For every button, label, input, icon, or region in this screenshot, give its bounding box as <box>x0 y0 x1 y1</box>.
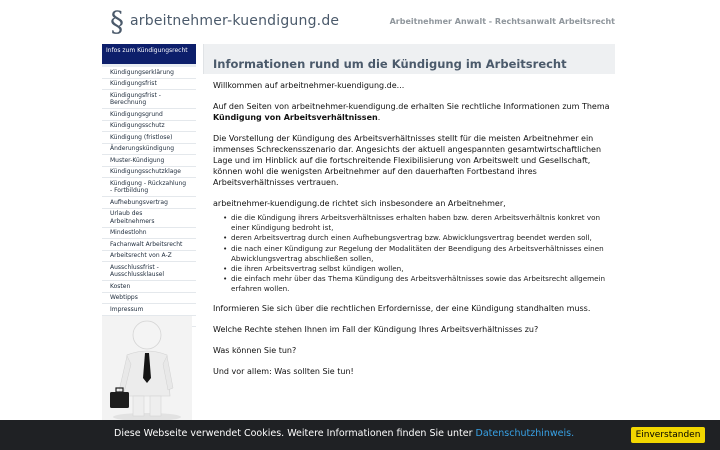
paragraph-3: Informieren Sie sich über die rechtlichen Erfordernisse, der eine Kündigung standhalten muss. <box>213 303 591 313</box>
sidebar-item-arbeitsrecht-a-z[interactable]: Arbeitsrecht von A-Z <box>102 251 196 263</box>
sidebar-item-urlaub[interactable]: Urlaub des Arbeitnehmers <box>102 209 196 228</box>
sidebar-item-fachanwalt[interactable]: Fachanwalt Arbeitsrecht <box>102 239 196 251</box>
sidebar-nav <box>102 44 196 327</box>
sidebar-list <box>102 67 196 327</box>
question-3: Und vor allem: Was sollten Sie tun! <box>213 366 354 376</box>
privacy-link[interactable]: Datenschutzhinweis. <box>475 428 575 439</box>
list-item: • die einfach mehr über das Thema Kündigung des Arbeitsverhältnisses sowie das Arbeitsrecht allgemein erfahren wollen. <box>223 274 613 294</box>
accept-cookies-button[interactable]: Einverstanden <box>631 427 705 443</box>
cookie-text: Diese Webseite verwendet Cookies. Weitere Informationen finden Sie unter <box>114 428 473 439</box>
article-body <box>213 80 613 387</box>
list-item: • die ihren Arbeitsvertrag selbst kündigen wollen, <box>223 264 613 274</box>
question-2: Was können Sie tun? <box>213 345 297 355</box>
cookie-banner <box>0 420 720 450</box>
page-title: Informationen rund um die Kündigung im Arbeitsrecht <box>213 57 567 71</box>
sidebar-item-rueckzahlung-fortbildung[interactable]: Kündigung - Rückzahlung - Fortbildung <box>102 178 196 197</box>
sidebar-item-kosten[interactable]: Kosten <box>102 281 196 293</box>
intro-prefix: Auf den Seiten von arbeitnehmer-kuendigung.de erhalten Sie rechtliche Informationen zum Thema <box>213 102 610 111</box>
sidebar-item-kuendigungsgrund[interactable]: Kündigungsgrund <box>102 109 196 121</box>
sidebar-item-kuendigungsfrist-berechnung[interactable]: Kündigungsfrist - Berechnung <box>102 90 196 109</box>
sidebar-item-fristlose-kuendigung[interactable]: Kündigung (fristlose) <box>102 132 196 144</box>
question-1: Welche Rechte stehen Ihnen im Fall der Kündigung Ihres Arbeitsverhältnisses zu? <box>213 324 539 334</box>
paragraph-logo-icon[interactable]: § <box>110 5 124 38</box>
sidebar-item-webtipps[interactable]: Webtipps <box>102 293 196 305</box>
sidebar-item-aufhebungsvertrag[interactable]: Aufhebungsvertrag <box>102 197 196 209</box>
list-intro: arbeitnehmer-kuendigung.de richtet sich insbesondere an Arbeitnehmer, <box>213 199 506 208</box>
paragraph-2: Die Vorstellung der Kündigung des Arbeitsverhältnisses stellt für die meisten Arbeitnehmer ein immenses Schreckensszenario dar. Angesichts der aktuell angespannten gesamtwirtschaftlichen Lage und im Hinblick auf die fortschreitende Flexibilisierung von Arbeitswelt und Gesellschaft, können wohl die wenigsten Arbeitnehmer auf den dauerhaften Fortbestand ihres Arbeitsverhältnisses vertrauen. <box>213 134 602 187</box>
sidebar-item-impressum[interactable]: Impressum <box>102 304 196 316</box>
sidebar-item-kuendigungsfrist[interactable]: Kündigungsfrist <box>102 79 196 91</box>
sidebar-item-kuendigungserklaerung[interactable]: Kündigungserklärung <box>102 67 196 79</box>
sidebar-item-kuendigungsschutzklage[interactable]: Kündigungsschutzklage <box>102 167 196 179</box>
sidebar-header[interactable]: Infos zum Kündigungsrecht <box>102 44 196 67</box>
welcome-text: Willkommen auf arbeitnehmer-kuendigung.de... <box>213 81 405 90</box>
target-list <box>213 213 613 295</box>
site-name-link[interactable]: arbeitnehmer-kuendigung.de <box>130 13 340 29</box>
list-item: • die die Kündigung ihrers Arbeitsverhältnisses erhalten haben bzw. deren Arbeitsverhältnis konkret von einer Kündigung bedroht ist, <box>223 213 613 233</box>
list-item: • deren Arbeitsvertrag durch einen Aufhebungsvertrag bzw. Abwicklungsvertrag beendet werden soll, <box>223 233 613 243</box>
sidebar-item-kuendigungsschutz[interactable]: Kündigungsschutz <box>102 121 196 133</box>
sidebar-item-aenderungskuendigung[interactable]: Änderungskündigung <box>102 144 196 156</box>
main-content <box>203 44 615 376</box>
intro-suffix: . <box>377 113 381 122</box>
intro-bold: Kündigung von Arbeitsverhältnissen <box>213 113 378 122</box>
intro-paragraph <box>213 101 613 123</box>
site-header <box>0 0 720 44</box>
businessman-illustration <box>102 316 192 421</box>
cookie-message <box>114 428 574 439</box>
list-item: • die nach einer Kündigung zur Regelung der Modalitäten der Beendigung des Arbeitsverhältnisses einen Abwicklungsvertrag abschließen sollen, <box>223 244 613 264</box>
site-tagline: Arbeitnehmer Anwalt - Rechtsanwalt Arbeitsrecht <box>389 17 615 26</box>
sidebar-item-muster-kuendigung[interactable]: Muster-Kündigung <box>102 155 196 167</box>
businessman-figure-icon <box>102 316 192 421</box>
sidebar-item-ausschlussfrist[interactable]: Ausschlussfrist - Ausschlussklausel <box>102 262 196 281</box>
sidebar-item-mindestlohn[interactable]: Mindestlohn <box>102 228 196 240</box>
